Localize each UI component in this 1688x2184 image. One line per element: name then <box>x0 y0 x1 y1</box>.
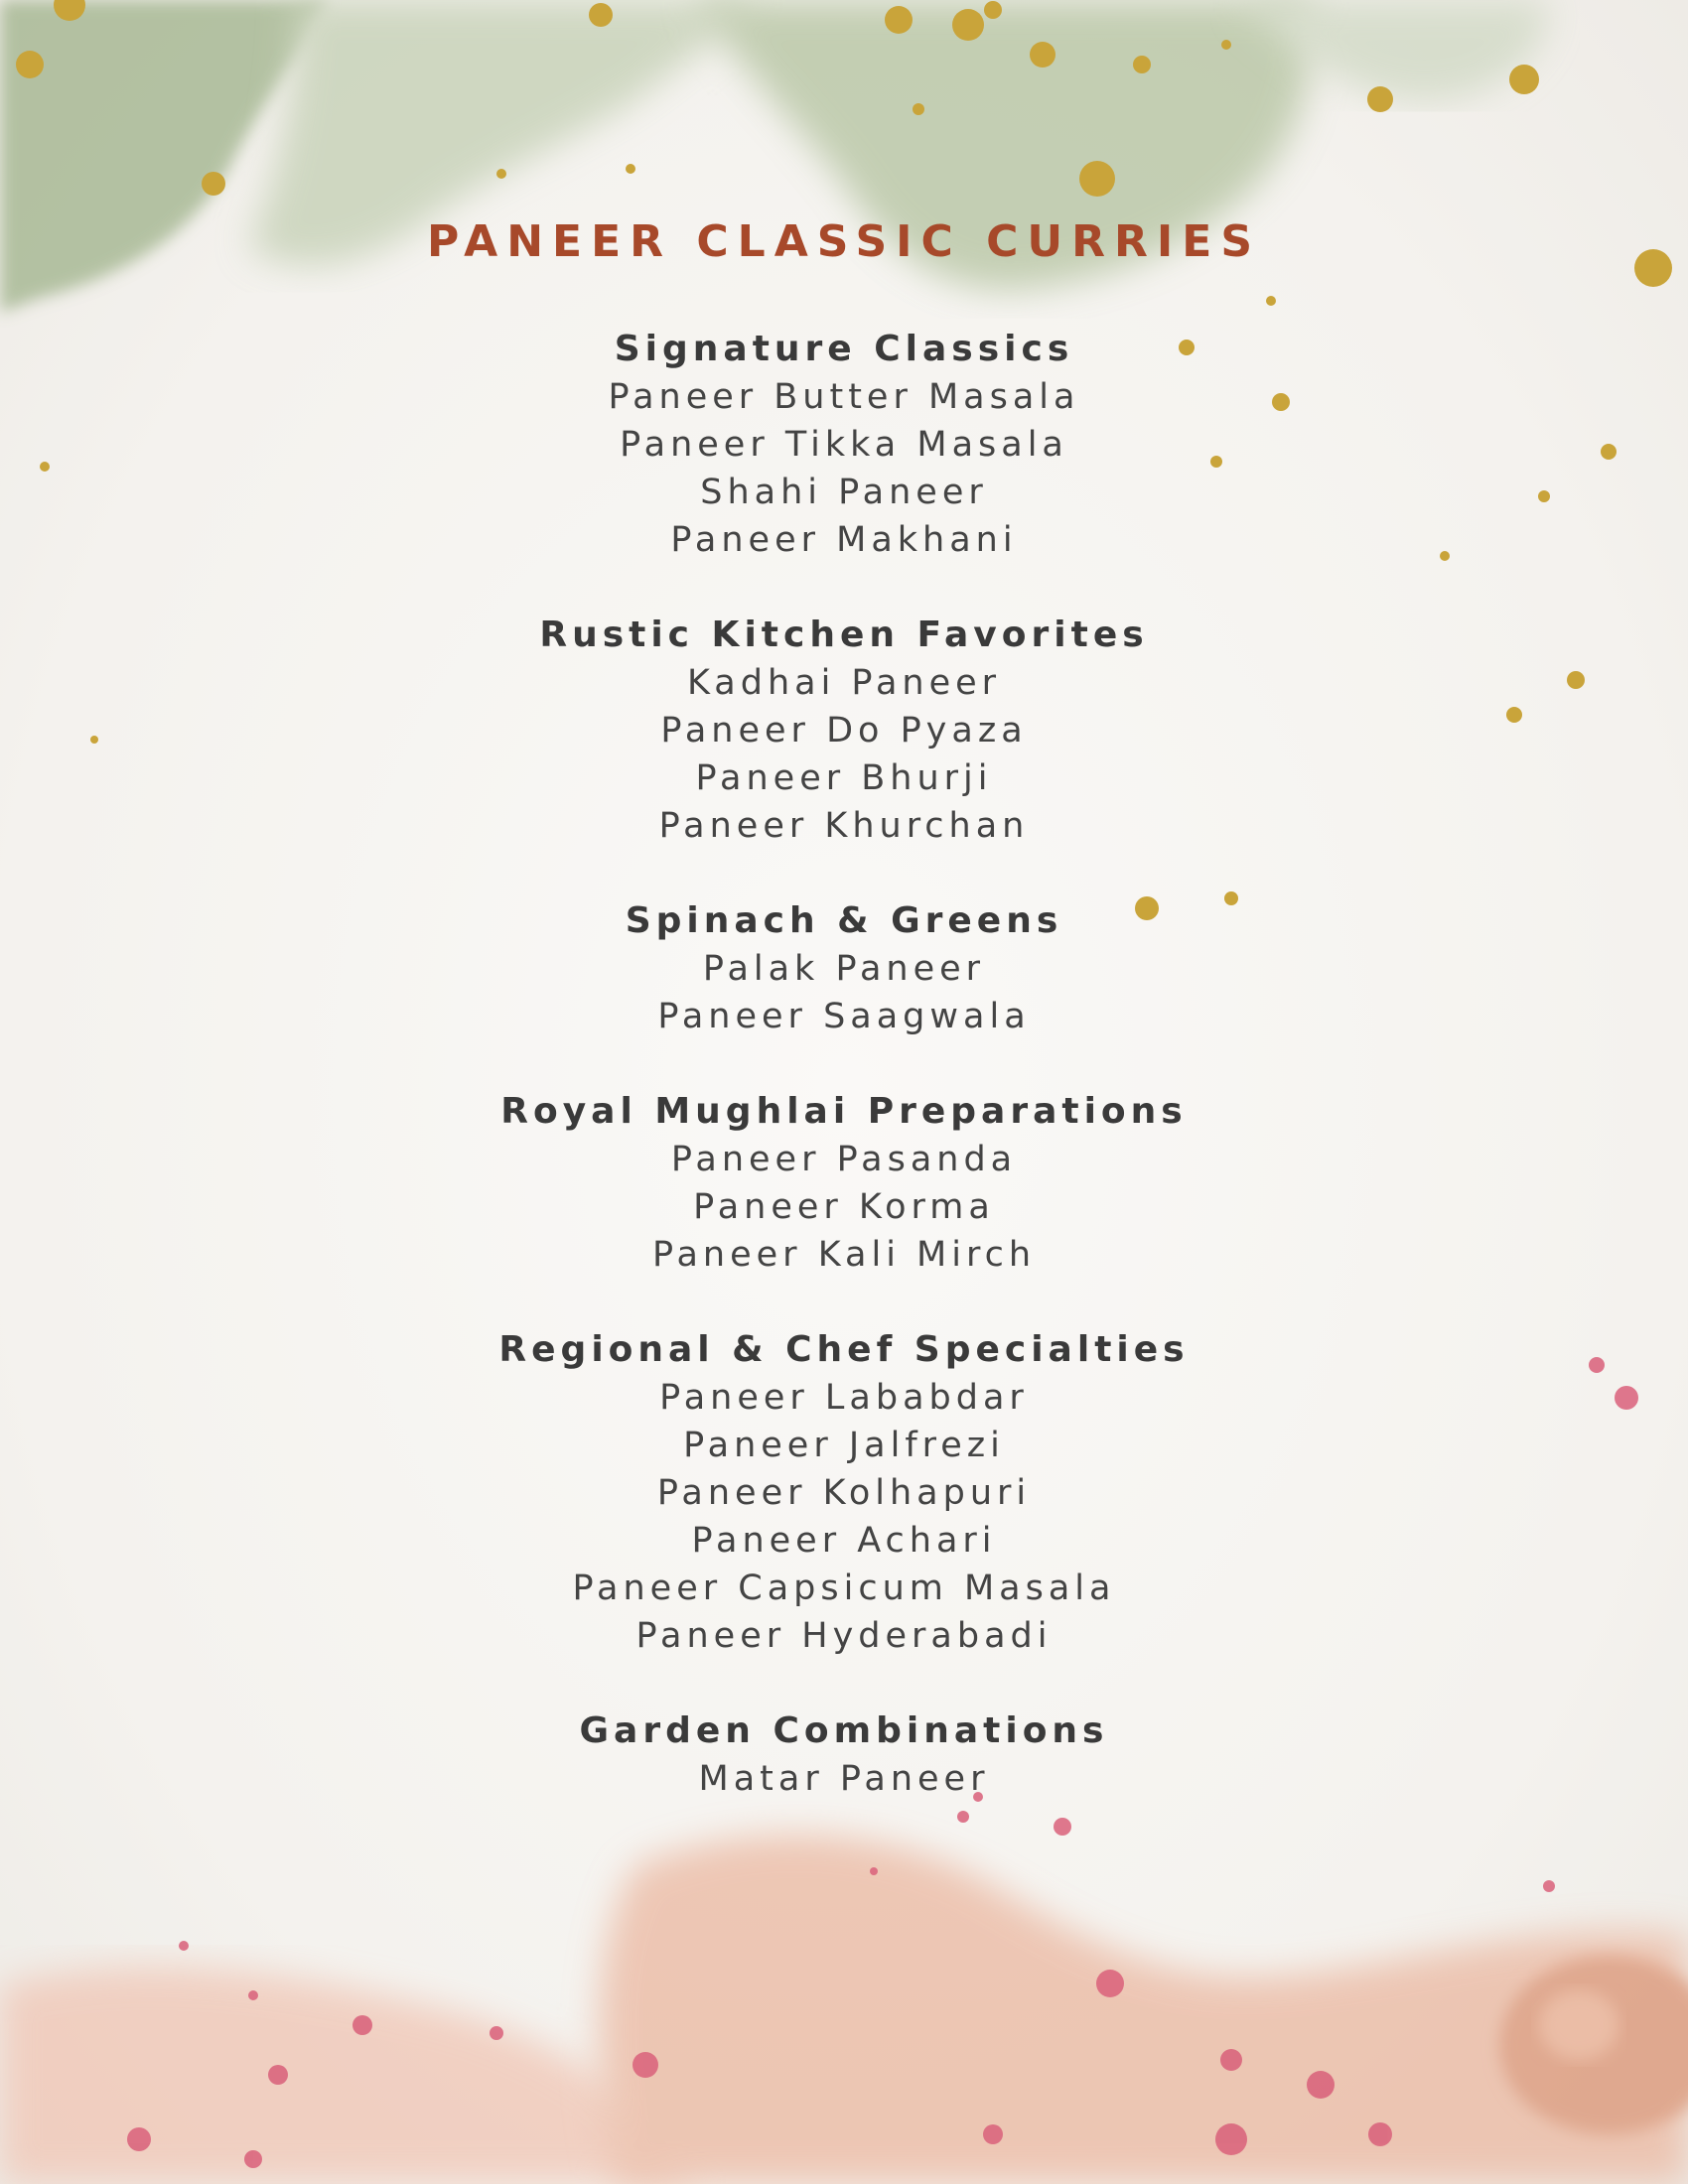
menu-item: Paneer Jalfrezi <box>683 1426 1005 1465</box>
menu-item: Paneer Makhani <box>670 520 1018 560</box>
menu-item: Kadhai Paneer <box>686 663 1002 703</box>
menu-item: Paneer Butter Masala <box>608 377 1080 417</box>
menu-section <box>0 1326 1688 1660</box>
menu-section <box>0 1088 1688 1279</box>
menu-item: Paneer Saagwala <box>657 997 1031 1036</box>
menu-item: Paneer Kali Mirch <box>651 1235 1037 1275</box>
menu-item: Paneer Khurchan <box>658 806 1030 846</box>
menu-section <box>0 326 1688 564</box>
menu-item: Paneer Achari <box>691 1521 997 1561</box>
menu-item: Paneer Korma <box>693 1187 995 1227</box>
menu-item: Paneer Bhurji <box>695 758 993 798</box>
menu-item: Paneer Lababdar <box>659 1378 1029 1418</box>
section-title: Royal Mughlai Preparations <box>500 1091 1188 1132</box>
menu-title: PANEER CLASSIC CURRIES <box>426 216 1262 267</box>
menu-section <box>0 897 1688 1040</box>
menu-item: Paneer Tikka Masala <box>620 425 1068 465</box>
menu-item: Paneer Kolhapuri <box>656 1473 1032 1513</box>
menu-item: Matar Paneer <box>698 1759 990 1799</box>
peach-watercolor-wash <box>0 1835 1688 2184</box>
menu-item: Paneer Pasanda <box>670 1140 1018 1179</box>
menu-section <box>0 1707 1688 1803</box>
section-title: Regional & Chef Specialties <box>498 1329 1190 1370</box>
menu-section <box>0 612 1688 850</box>
menu-item: Palak Paneer <box>702 949 986 989</box>
menu-item: Paneer Hyderabadi <box>635 1616 1053 1656</box>
menu-item: Paneer Do Pyaza <box>660 711 1028 751</box>
menu-item: Paneer Capsicum Masala <box>572 1569 1116 1608</box>
section-title: Garden Combinations <box>579 1710 1109 1751</box>
menu-sections <box>0 326 1688 1850</box>
menu-item: Shahi Paneer <box>700 473 988 512</box>
section-title: Spinach & Greens <box>625 900 1063 941</box>
section-title: Signature Classics <box>614 329 1074 369</box>
section-title: Rustic Kitchen Favorites <box>539 614 1149 655</box>
